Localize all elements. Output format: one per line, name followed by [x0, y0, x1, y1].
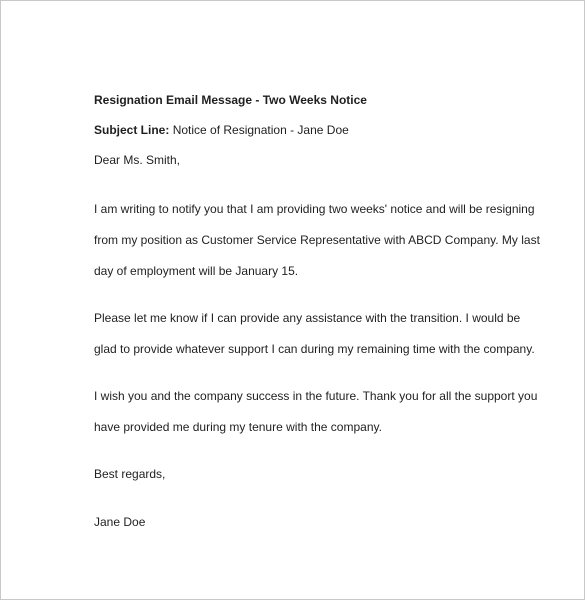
document-title: Resignation Email Message - Two Weeks Notice — [94, 93, 367, 107]
subject-value: Notice of Resignation - Jane Doe — [172, 123, 349, 137]
paragraph-1-line-3: day of employment will be January 15. — [94, 264, 299, 278]
closing: Best regards, — [94, 467, 166, 481]
paragraph-1-line-1: I am writing to notify you that I am providing two weeks' notice and will be resigning — [94, 202, 535, 216]
subject-line — [94, 123, 349, 137]
paragraph-3-line-1: I wish you and the company success in the future. Thank you for all the support you — [94, 389, 538, 403]
paragraph-3-line-2: have provided me during my tenure with the company. — [94, 420, 382, 434]
signature: Jane Doe — [94, 515, 146, 529]
greeting: Dear Ms. Smith, — [94, 153, 181, 167]
subject-label: Subject Line: — [94, 123, 170, 137]
paragraph-2-line-2: glad to provide whatever support I can during my remaining time with the company. — [94, 342, 535, 356]
paragraph-1-line-2: from my position as Customer Service Representative with ABCD Company. My last — [94, 233, 540, 247]
paragraph-2-line-1: Please let me know if I can provide any assistance with the transition. I would be — [94, 311, 521, 325]
